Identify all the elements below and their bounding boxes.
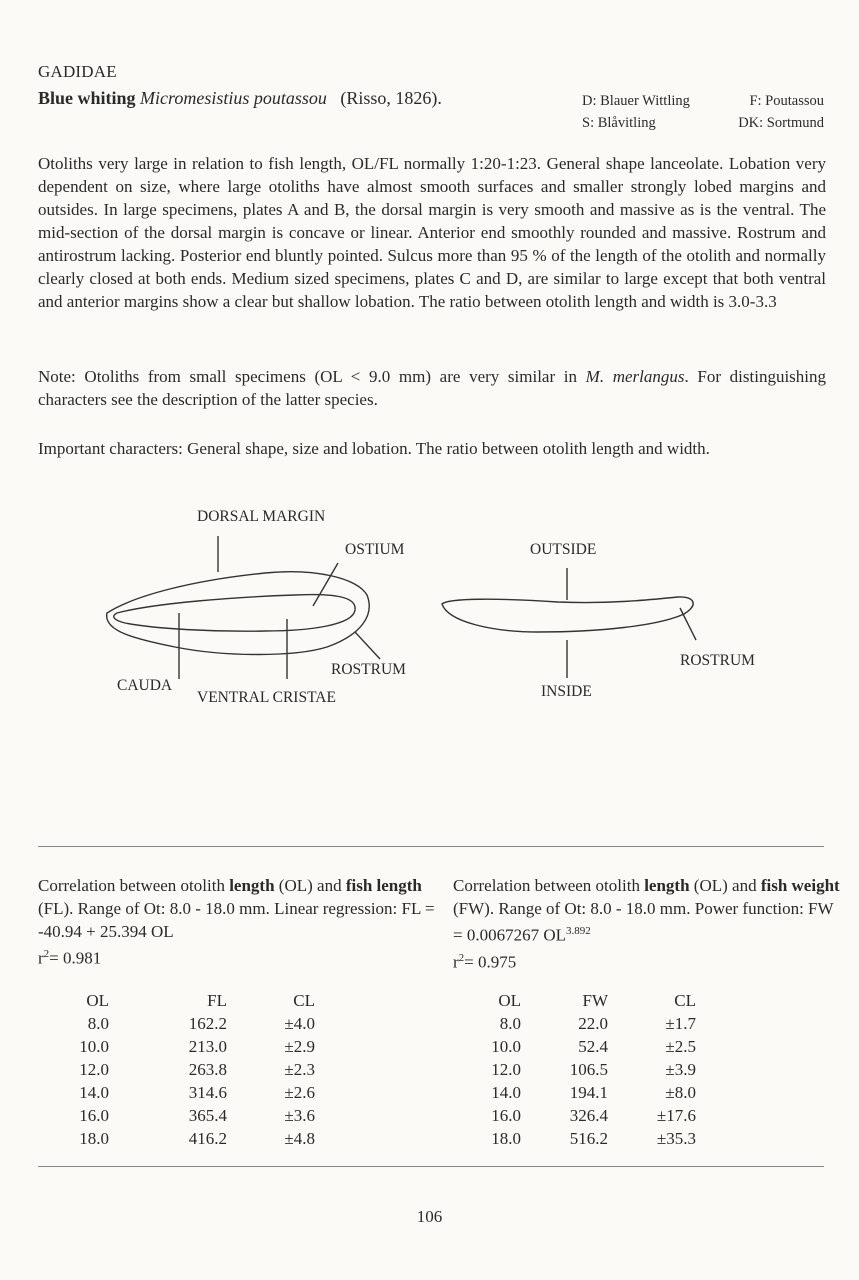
authority: (Risso, 1826). [340, 88, 442, 108]
col-fw: FW [582, 990, 608, 1010]
table-cell: ±1.7 [665, 1013, 696, 1033]
table-cell: 16.0 [79, 1105, 109, 1125]
table-cell: ±17.6 [656, 1105, 696, 1125]
divider-top [38, 846, 824, 847]
table-cell: ±3.9 [665, 1059, 696, 1079]
table-header-row [78, 989, 315, 1012]
table-cell: 314.6 [188, 1082, 227, 1102]
common-name: Blue whiting [38, 88, 136, 108]
label-inside: INSIDE [541, 683, 592, 700]
table-row [78, 1104, 315, 1127]
table-cell: 10.0 [491, 1036, 521, 1056]
label-ostium: OSTIUM [345, 541, 405, 558]
corr-length-r2-label: r [38, 948, 44, 968]
table-row [487, 1127, 696, 1150]
label-ventral-cristae: VENTRAL CRISTAE [197, 689, 336, 706]
table-cell: ±2.9 [284, 1036, 315, 1056]
name-french: F: Poutassou [749, 93, 824, 109]
table-row [78, 1127, 315, 1150]
table-cell: ±4.0 [284, 1013, 315, 1033]
table-row [78, 1035, 315, 1058]
table-cell: 516.2 [569, 1128, 608, 1148]
table-cell: 14.0 [491, 1082, 521, 1102]
table-cell: ±2.5 [665, 1036, 696, 1056]
weight-table [487, 989, 696, 1150]
col-ol: OL [498, 990, 521, 1010]
table-row [487, 1081, 696, 1104]
table-cell: 326.4 [569, 1105, 608, 1125]
table-row [78, 1012, 315, 1035]
corr-length-text-c: (FL). Range of Ot: 8.0 - 18.0 mm. Linear regression: FL = -40.94 + 25.394 OL [38, 899, 435, 941]
sulcus-outline [114, 595, 355, 632]
label-cauda: CAUDA [117, 677, 173, 694]
table-cell: 22.0 [578, 1013, 608, 1033]
table-cell: 14.0 [79, 1082, 109, 1102]
label-rostrum-side: ROSTRUM [680, 652, 755, 669]
corr-weight-text-a: Correlation between otolith [453, 876, 645, 895]
otolith-side-diagram [438, 560, 768, 690]
label-dorsal-margin: DORSAL MARGIN [197, 508, 326, 525]
table-cell: 18.0 [79, 1128, 109, 1148]
table-cell: 194.1 [569, 1082, 608, 1102]
col-cl: CL [674, 990, 696, 1010]
table-cell: 18.0 [491, 1128, 521, 1148]
corr-weight-r2-sup: 2 [458, 951, 465, 964]
table-cell: 8.0 [499, 1013, 521, 1033]
table-cell: ±2.3 [284, 1059, 315, 1079]
corr-weight-r2-label: r [453, 952, 459, 972]
description-paragraph: Otoliths very large in relation to fish length, OL/FL normally 1:20-1:23. General shape lanceolate. Lobation very dependent on size, where large otoliths have almost smooth surfaces and smaller strongly lobed margins and outsides. In large specimens, plates A and B, the dorsal margin is very smooth and massive as is the ventral. The mid-section of the dorsal margin is concave or linear. Anterior end smoothly rounded and massive. Rostrum and antirostrum lacking. Posterior end bluntly pointed. Sulcus more than 95 % of the length of the otolith and normally clearly closed at both ends. Medium sized specimens, plates C and D, are similar to large except that both ventral and anterior margins show a clear but shallow lobation. The ratio between otolith length and width is 3.0-3.3 [38, 154, 826, 311]
species-title [38, 88, 442, 109]
corr-weight-bold-a: length [644, 876, 690, 895]
table-cell: 213.0 [188, 1036, 227, 1056]
table-cell: ±4.8 [284, 1128, 315, 1148]
table-cell: 16.0 [491, 1105, 521, 1125]
table-cell: 416.2 [188, 1128, 227, 1148]
otolith-outline [107, 572, 370, 655]
table-row [487, 1012, 696, 1035]
page-number: 106 [416, 1207, 443, 1226]
col-ol: OL [86, 990, 109, 1010]
table-row [487, 1104, 696, 1127]
note-prefix: Note: Otoliths from small specimens (OL < 9.0 mm) are very similar in [38, 367, 586, 386]
corr-length-r2-sup: 2 [43, 948, 50, 960]
label-rostrum-inner: ROSTRUM [331, 661, 406, 678]
table-cell: ±35.3 [656, 1128, 696, 1148]
table-cell: ±3.6 [284, 1105, 315, 1125]
scientific-name: Micromesistius poutassou [140, 88, 327, 108]
corr-length-r2-value: = 0.981 [49, 948, 102, 968]
table-header-row [487, 989, 696, 1012]
corr-length-bold-b: fish length [345, 876, 422, 895]
table-cell: 106.5 [569, 1059, 608, 1079]
table-cell: 52.4 [578, 1036, 608, 1056]
table-cell: 8.0 [87, 1013, 109, 1033]
note-paragraph [38, 365, 826, 411]
note-suffix: . For distinguishing characters see the description of the latter species. [38, 367, 826, 409]
table-cell: ±2.6 [284, 1082, 315, 1102]
corr-weight-text-b: (OL) and [689, 876, 761, 895]
table-cell: 10.0 [79, 1036, 109, 1056]
name-swedish: S: Blåvitling [582, 115, 656, 131]
corr-weight-r2-value: = 0.975 [464, 952, 517, 972]
corr-weight-exponent: 3.892 [566, 925, 591, 937]
name-german: D: Blauer Wittling [582, 93, 690, 109]
corr-length-text-b: (OL) and [274, 876, 346, 895]
correlation-weight-text [453, 874, 843, 973]
table-row [487, 1035, 696, 1058]
side-outline [442, 597, 693, 632]
col-fl: FL [207, 990, 227, 1010]
family-heading: GADIDAE [38, 62, 117, 81]
table-row [78, 1081, 315, 1104]
table-cell: 263.8 [188, 1059, 227, 1079]
divider-bottom [38, 1166, 824, 1167]
corr-weight-bold-b: fish weight [760, 876, 840, 895]
col-cl: CL [293, 990, 315, 1010]
corr-length-bold-a: length [229, 876, 275, 895]
label-outside: OUTSIDE [530, 541, 597, 558]
length-table [78, 989, 315, 1150]
name-danish: DK: Sortmund [738, 115, 824, 131]
table-row [78, 1058, 315, 1081]
important-characters: Important characters: General shape, size and lobation. The ratio between otolith length and width. [38, 439, 710, 458]
table-cell: 365.4 [188, 1105, 227, 1125]
table-cell: 162.2 [188, 1013, 227, 1033]
table-row [487, 1058, 696, 1081]
corr-length-text-a: Correlation between otolith [38, 876, 230, 895]
note-species: M. merlangus [585, 367, 685, 386]
table-cell: ±8.0 [665, 1082, 696, 1102]
corr-weight-text-c: (FW). Range of Ot: 8.0 - 18.0 mm. Power function: FW = 0.0067267 OL [453, 899, 834, 945]
table-cell: 12.0 [491, 1059, 521, 1079]
table-cell: 12.0 [79, 1059, 109, 1079]
correlation-length-text [38, 874, 438, 970]
vernacular-names [582, 90, 824, 134]
